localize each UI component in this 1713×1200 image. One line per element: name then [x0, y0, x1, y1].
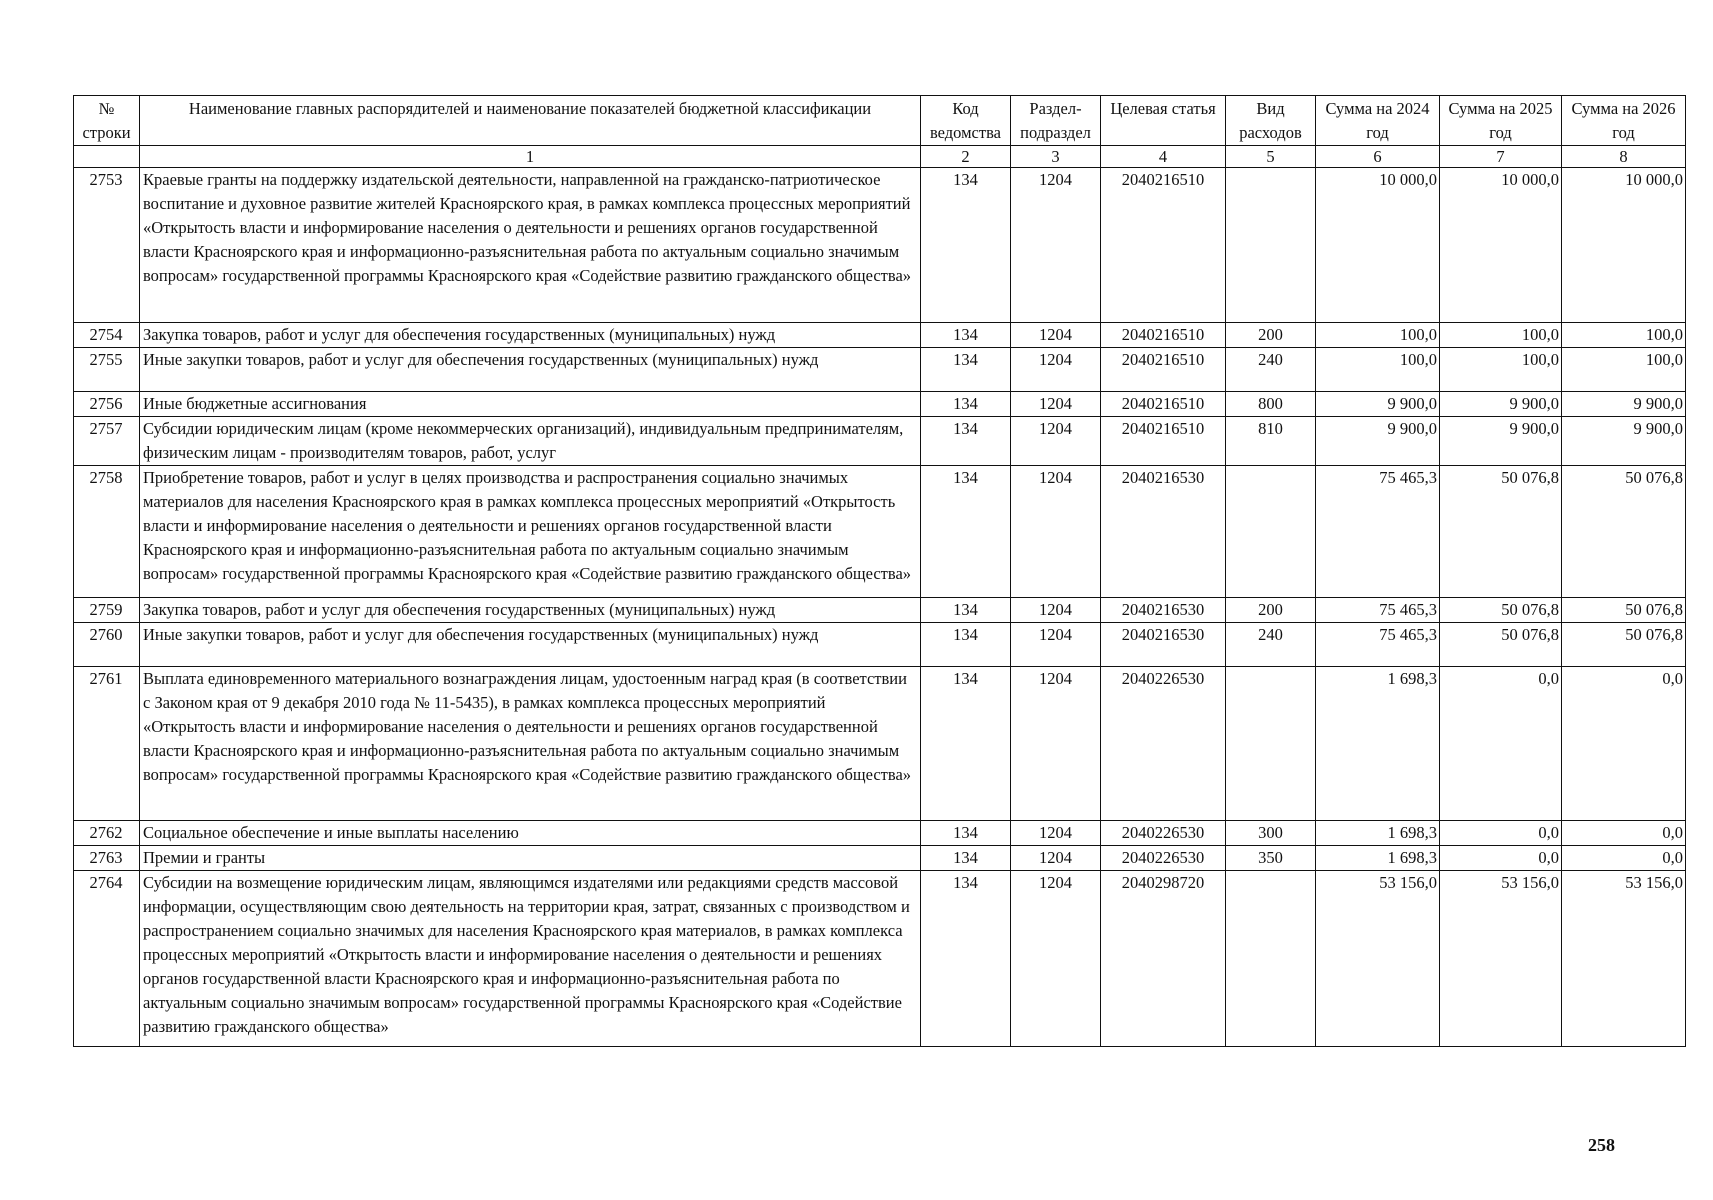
sum-2026: 50 076,8 [1562, 598, 1686, 623]
table-body [74, 168, 1686, 1047]
section-code: 1204 [1011, 871, 1101, 1047]
target-article: 2040226530 [1101, 821, 1226, 846]
target-article: 2040216510 [1101, 348, 1226, 392]
row-number: 2764 [74, 871, 140, 1047]
department-code: 134 [921, 348, 1011, 392]
sum-2025: 50 076,8 [1440, 598, 1562, 623]
row-number: 2757 [74, 417, 140, 466]
expense-type: 800 [1226, 392, 1316, 417]
sum-2024: 1 698,3 [1316, 667, 1440, 821]
target-article: 2040216530 [1101, 623, 1226, 667]
department-code: 134 [921, 417, 1011, 466]
department-code: 134 [921, 871, 1011, 1047]
row-name: Субсидии юридическим лицам (кроме некоммерческих организаций), индивидуальным предпринимателям, физическим лицам - производителям товаров, работ, услуг [140, 417, 921, 466]
row-name: Иные закупки товаров, работ и услуг для обеспечения государственных (муниципальных) нужд [140, 348, 921, 392]
section-code: 1204 [1011, 168, 1101, 323]
sum-2024: 75 465,3 [1316, 466, 1440, 598]
target-article: 2040226530 [1101, 846, 1226, 871]
budget-table [73, 95, 1686, 1047]
expense-type: 240 [1226, 348, 1316, 392]
sum-2026: 10 000,0 [1562, 168, 1686, 323]
section-code: 1204 [1011, 623, 1101, 667]
sum-2024: 100,0 [1316, 348, 1440, 392]
sum-2025: 10 000,0 [1440, 168, 1562, 323]
header-sum-2025: Сумма на 2025 год [1440, 96, 1562, 146]
column-number [74, 146, 140, 168]
sum-2024: 53 156,0 [1316, 871, 1440, 1047]
header-expense-type: Вид расходов [1226, 96, 1316, 146]
sum-2026: 9 900,0 [1562, 392, 1686, 417]
department-code: 134 [921, 667, 1011, 821]
table-row [74, 168, 1686, 323]
expense-type: 810 [1226, 417, 1316, 466]
sum-2026: 0,0 [1562, 667, 1686, 821]
row-number: 2753 [74, 168, 140, 323]
column-number: 4 [1101, 146, 1226, 168]
header-sum-2024: Сумма на 2024 год [1316, 96, 1440, 146]
sum-2024: 1 698,3 [1316, 846, 1440, 871]
expense-type: 300 [1226, 821, 1316, 846]
row-name: Социальное обеспечение и иные выплаты населению [140, 821, 921, 846]
sum-2025: 100,0 [1440, 348, 1562, 392]
column-number: 1 [140, 146, 921, 168]
page-number: 258 [1588, 1135, 1615, 1155]
sum-2024: 9 900,0 [1316, 392, 1440, 417]
target-article: 2040216530 [1101, 466, 1226, 598]
column-number: 8 [1562, 146, 1686, 168]
section-code: 1204 [1011, 348, 1101, 392]
section-code: 1204 [1011, 417, 1101, 466]
section-code: 1204 [1011, 598, 1101, 623]
sum-2026: 100,0 [1562, 323, 1686, 348]
sum-2025: 53 156,0 [1440, 871, 1562, 1047]
section-code: 1204 [1011, 846, 1101, 871]
table-row [74, 417, 1686, 466]
row-number: 2760 [74, 623, 140, 667]
section-code: 1204 [1011, 667, 1101, 821]
expense-type: 200 [1226, 323, 1316, 348]
row-number: 2754 [74, 323, 140, 348]
sum-2024: 9 900,0 [1316, 417, 1440, 466]
column-number: 2 [921, 146, 1011, 168]
sum-2026: 53 156,0 [1562, 871, 1686, 1047]
department-code: 134 [921, 846, 1011, 871]
sum-2025: 50 076,8 [1440, 623, 1562, 667]
header-row-number: № строки [74, 96, 140, 146]
section-code: 1204 [1011, 466, 1101, 598]
expense-type: 200 [1226, 598, 1316, 623]
table-row [74, 667, 1686, 821]
sum-2024: 10 000,0 [1316, 168, 1440, 323]
target-article: 2040216510 [1101, 323, 1226, 348]
column-number: 5 [1226, 146, 1316, 168]
target-article: 2040226530 [1101, 667, 1226, 821]
table-row [74, 821, 1686, 846]
row-name: Иные закупки товаров, работ и услуг для обеспечения государственных (муниципальных) нужд [140, 623, 921, 667]
target-article: 2040216510 [1101, 168, 1226, 323]
header-name: Наименование главных распорядителей и наименование показателей бюджетной классификации [140, 96, 921, 146]
column-number: 7 [1440, 146, 1562, 168]
sum-2025: 100,0 [1440, 323, 1562, 348]
table-row [74, 598, 1686, 623]
sum-2024: 75 465,3 [1316, 598, 1440, 623]
header-row [74, 96, 1686, 146]
section-code: 1204 [1011, 392, 1101, 417]
budget-sheet [73, 95, 1685, 1047]
expense-type [1226, 168, 1316, 323]
expense-type: 350 [1226, 846, 1316, 871]
sum-2024: 1 698,3 [1316, 821, 1440, 846]
sum-2025: 0,0 [1440, 667, 1562, 821]
sum-2026: 0,0 [1562, 846, 1686, 871]
sum-2026: 0,0 [1562, 821, 1686, 846]
row-number: 2763 [74, 846, 140, 871]
row-number: 2758 [74, 466, 140, 598]
header-department-code: Код ведомства [921, 96, 1011, 146]
row-name: Приобретение товаров, работ и услуг в целях производства и распространения социально значимых материалов для населения Красноярского края в рамках комплекса процессных мероприятий «Открытость власти и информирование населения о деятельности и решениях органов государственной власти Красноярского края и информационно-разъяснительная работа по актуальным социально значимым вопросам» государственной программы Красноярского края «Содействие развитию гражданского общества» [140, 466, 921, 598]
sum-2026: 100,0 [1562, 348, 1686, 392]
sum-2024: 100,0 [1316, 323, 1440, 348]
header-target-article: Целевая статья [1101, 96, 1226, 146]
row-name: Выплата единовременного материального вознаграждения лицам, удостоенным наград края (в соответствии с Законом края от 9 декабря 2010 года № 11-5435), в рамках комплекса процессных мероприятий «Открытость власти и информирование населения о деятельности и решениях органов государственной власти Красноярского края и информационно-разъяснительная работа по актуальным социально значимым вопросам» государственной программы Красноярского края «Содействие развитию гражданского общества» [140, 667, 921, 821]
row-number: 2759 [74, 598, 140, 623]
sum-2025: 0,0 [1440, 821, 1562, 846]
sum-2025: 9 900,0 [1440, 417, 1562, 466]
department-code: 134 [921, 392, 1011, 417]
row-number: 2755 [74, 348, 140, 392]
row-name: Премии и гранты [140, 846, 921, 871]
target-article: 2040298720 [1101, 871, 1226, 1047]
column-number: 6 [1316, 146, 1440, 168]
department-code: 134 [921, 466, 1011, 598]
column-number: 3 [1011, 146, 1101, 168]
row-number: 2756 [74, 392, 140, 417]
expense-type: 240 [1226, 623, 1316, 667]
department-code: 134 [921, 598, 1011, 623]
section-code: 1204 [1011, 821, 1101, 846]
target-article: 2040216510 [1101, 392, 1226, 417]
table-row [74, 871, 1686, 1047]
sum-2026: 9 900,0 [1562, 417, 1686, 466]
sum-2024: 75 465,3 [1316, 623, 1440, 667]
sum-2025: 0,0 [1440, 846, 1562, 871]
row-name: Субсидии на возмещение юридическим лицам, являющимся издателями или редакциями средств массовой информации, осуществляющим свою деятельность на территории края, затрат, связанных с производством и распространением социально значимых для населения Красноярского края материалов, в рамках комплекса процессных мероприятий «Открытость власти и информирование населения о деятельности и решениях органов государственной власти Красноярского края и информационно-разъяснительная работа по актуальным социально значимым вопросам» государственной программы Красноярского края «Содействие развитию гражданского общества» [140, 871, 921, 1047]
target-article: 2040216530 [1101, 598, 1226, 623]
expense-type [1226, 466, 1316, 598]
row-name: Краевые гранты на поддержку издательской деятельности, направленной на гражданско-патриотическое воспитание и духовное развитие жителей Красноярского края, в рамках комплекса процессных мероприятий «Открытость власти и информирование населения о деятельности и решениях органов государственной власти Красноярского края и информационно-разъяснительная работа по актуальным социально значимым вопросам» государственной программы Красноярского края «Содействие развитию гражданского общества» [140, 168, 921, 323]
sum-2026: 50 076,8 [1562, 623, 1686, 667]
department-code: 134 [921, 168, 1011, 323]
sum-2026: 50 076,8 [1562, 466, 1686, 598]
row-number: 2762 [74, 821, 140, 846]
header-sum-2026: Сумма на 2026 год [1562, 96, 1686, 146]
expense-type [1226, 871, 1316, 1047]
column-number-row [74, 146, 1686, 168]
department-code: 134 [921, 821, 1011, 846]
table-row [74, 323, 1686, 348]
sum-2025: 9 900,0 [1440, 392, 1562, 417]
department-code: 134 [921, 623, 1011, 667]
table-row [74, 846, 1686, 871]
department-code: 134 [921, 323, 1011, 348]
target-article: 2040216510 [1101, 417, 1226, 466]
row-number: 2761 [74, 667, 140, 821]
row-name: Закупка товаров, работ и услуг для обеспечения государственных (муниципальных) нужд [140, 323, 921, 348]
section-code: 1204 [1011, 323, 1101, 348]
expense-type [1226, 667, 1316, 821]
sum-2025: 50 076,8 [1440, 466, 1562, 598]
header-section: Раздел-подраздел [1011, 96, 1101, 146]
table-row [74, 392, 1686, 417]
table-row [74, 623, 1686, 667]
table-row [74, 466, 1686, 598]
row-name: Закупка товаров, работ и услуг для обеспечения государственных (муниципальных) нужд [140, 598, 921, 623]
table-row [74, 348, 1686, 392]
row-name: Иные бюджетные ассигнования [140, 392, 921, 417]
